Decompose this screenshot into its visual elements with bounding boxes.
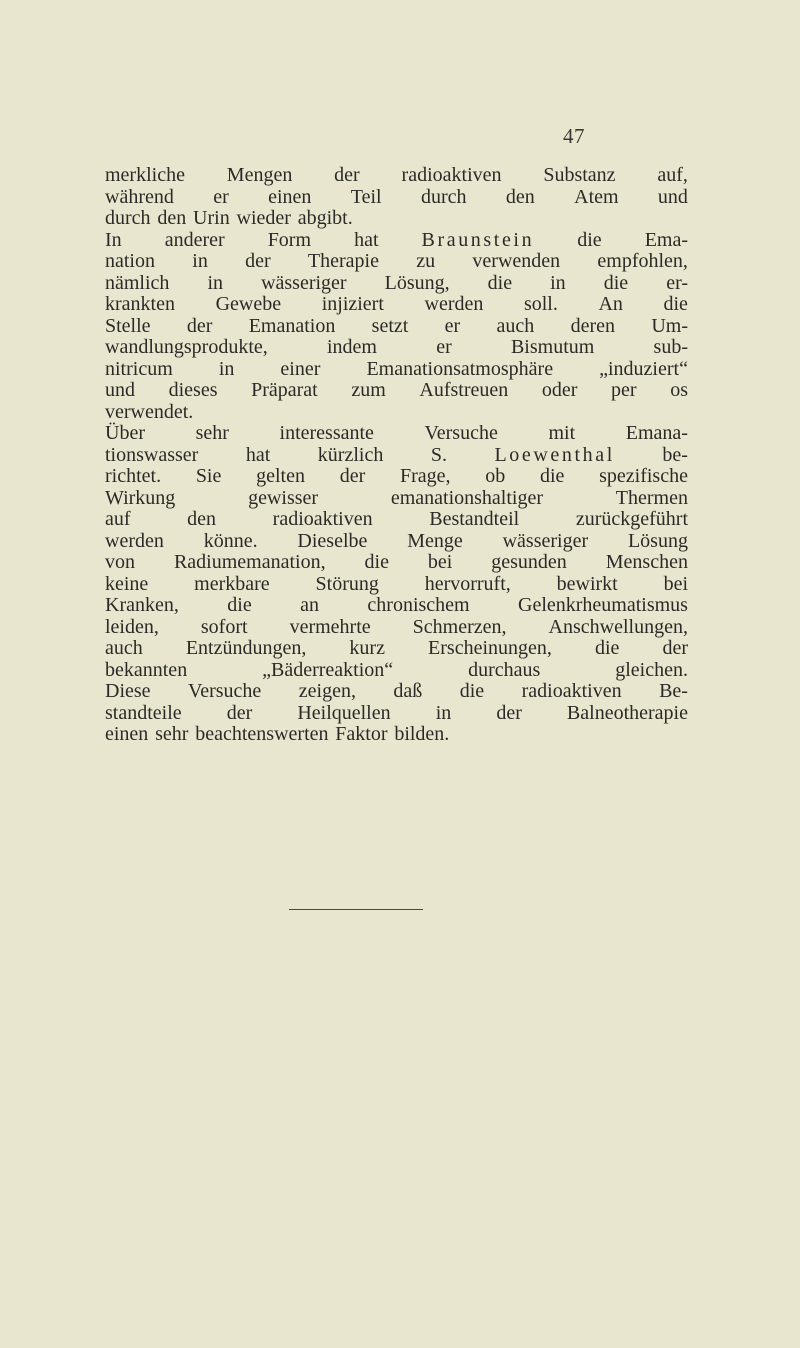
- word: S.: [430, 443, 447, 466]
- word: Menge: [407, 529, 463, 552]
- word: Um-: [651, 314, 688, 337]
- word: Bismutum: [510, 336, 595, 358]
- word: durch: [420, 185, 467, 208]
- word: er: [444, 314, 461, 337]
- text-line: [105, 681, 688, 703]
- word: Braunstein: [421, 228, 535, 251]
- word: anderer: [164, 228, 225, 251]
- word: der: [186, 314, 213, 337]
- word: keine: [105, 572, 149, 595]
- word: in: [218, 357, 235, 380]
- word: während: [105, 185, 174, 208]
- word: krankten: [105, 293, 175, 315]
- word: vermehrte: [289, 615, 371, 638]
- word: die: [487, 271, 513, 294]
- word: oder: [541, 379, 578, 401]
- word: Stelle: [105, 314, 151, 337]
- word: auf,: [657, 164, 688, 186]
- word: radioaktiven: [272, 508, 373, 530]
- word: Über: [105, 422, 145, 444]
- text-line: [105, 509, 688, 531]
- text-line: [105, 595, 688, 617]
- word: Aufstreuen: [419, 379, 509, 401]
- word: indem: [326, 336, 377, 358]
- text-line: [105, 552, 688, 574]
- text-line: [105, 187, 688, 209]
- word: zum: [351, 379, 386, 401]
- word: gewisser: [248, 486, 319, 509]
- word: Kranken,: [105, 594, 179, 616]
- word: die: [594, 637, 620, 659]
- word: verwenden: [472, 250, 561, 272]
- word: werden: [105, 529, 164, 552]
- word: und: [657, 185, 688, 208]
- word: kurz: [349, 637, 385, 659]
- word: hat: [354, 228, 379, 251]
- text-line: [105, 445, 688, 467]
- word: Bestandteil: [429, 508, 520, 530]
- word: in: [435, 701, 452, 724]
- word: der: [662, 637, 688, 659]
- word: „induziert“: [599, 357, 688, 380]
- word: die: [603, 271, 629, 294]
- word: Störung: [315, 572, 379, 595]
- word: sofort: [200, 615, 248, 638]
- word: einen: [268, 185, 312, 208]
- text-line: [105, 208, 688, 230]
- word: abgibt.: [297, 207, 353, 229]
- word: bei: [663, 572, 688, 595]
- word: Lösung,: [384, 271, 450, 294]
- word: Entzündungen,: [185, 637, 307, 659]
- word: zu: [416, 250, 436, 272]
- word: Therapie: [307, 250, 379, 272]
- word: bewirkt: [556, 572, 618, 595]
- word: richtet.: [105, 465, 162, 487]
- word: sehr: [155, 723, 189, 745]
- text-line: [105, 574, 688, 596]
- text-line: [105, 230, 688, 252]
- word: Thermen: [615, 486, 688, 509]
- text-line: [105, 638, 688, 660]
- word: auf: [105, 508, 131, 530]
- word: os: [670, 379, 688, 401]
- word: die: [577, 228, 602, 251]
- word: Erscheinungen,: [428, 637, 552, 659]
- word: Gewebe: [215, 293, 282, 315]
- word: leiden,: [105, 615, 159, 638]
- word: in: [207, 271, 224, 294]
- word: Lösung: [627, 529, 688, 552]
- word: Frage,: [399, 465, 451, 487]
- word: nitricum: [105, 357, 173, 380]
- word: Faktor: [335, 723, 388, 745]
- word: die: [539, 465, 565, 487]
- word: spezifische: [599, 465, 688, 487]
- text-line: [105, 402, 688, 424]
- word: sehr: [195, 422, 229, 444]
- word: Ema-: [644, 228, 688, 251]
- text-line: [105, 724, 688, 746]
- word: zurückgeführt: [575, 508, 688, 530]
- text-line: [105, 617, 688, 639]
- word: durchaus: [468, 658, 541, 681]
- text-line: [105, 273, 688, 295]
- word: empfohlen,: [597, 250, 688, 272]
- word: Emanationsatmosphäre: [366, 357, 554, 380]
- word: durch: [105, 207, 151, 229]
- word: Versuche: [424, 422, 498, 444]
- word: setzt: [371, 314, 409, 337]
- word: beachtenswerten: [195, 723, 329, 745]
- word: kürzlich: [317, 443, 384, 466]
- text-line: [105, 359, 688, 381]
- word: injiziert: [321, 293, 384, 315]
- text-line: [105, 380, 688, 402]
- word: auch: [496, 314, 535, 337]
- word: chronischem: [367, 594, 470, 616]
- word: ob: [485, 465, 506, 487]
- word: radioaktiven: [521, 680, 622, 702]
- word: In: [105, 228, 122, 251]
- word: verwendet.: [105, 400, 194, 423]
- word: Präparat: [251, 379, 318, 401]
- word: der: [245, 250, 271, 272]
- word: Sie: [195, 465, 222, 487]
- word: die: [364, 551, 389, 573]
- text-line: [105, 423, 688, 445]
- text-line: [105, 165, 688, 187]
- word: Wirkung: [105, 486, 176, 509]
- word: könne.: [203, 529, 258, 552]
- word: den: [187, 508, 217, 530]
- text-line: [105, 531, 688, 553]
- word: Substanz: [543, 164, 616, 186]
- word: einen: [105, 723, 149, 745]
- word: nämlich: [105, 271, 170, 294]
- word: bei: [427, 551, 453, 573]
- word: Menschen: [605, 551, 688, 573]
- word: Be-: [659, 680, 688, 702]
- word: deren: [570, 314, 615, 337]
- word: Radiumemanation,: [173, 551, 326, 573]
- word: radioaktiven: [401, 164, 502, 186]
- word: Anschwellungen,: [548, 615, 688, 638]
- text-line: [105, 703, 688, 725]
- text-line: [105, 466, 688, 488]
- word: die: [459, 680, 485, 702]
- word: bekannten: [105, 658, 188, 681]
- word: Versuche: [188, 680, 262, 702]
- word: wässeriger: [261, 271, 347, 294]
- word: die: [663, 293, 688, 315]
- word: merkliche: [105, 164, 185, 186]
- word: wieder: [236, 207, 291, 229]
- text-line: [105, 294, 688, 316]
- word: dieses: [168, 379, 218, 401]
- text-line: [105, 251, 688, 273]
- word: be-: [662, 443, 688, 466]
- word: hat: [245, 443, 271, 466]
- text-line: [105, 488, 688, 510]
- word: der: [226, 701, 253, 724]
- word: Atem: [574, 185, 619, 208]
- word: nation: [105, 250, 155, 272]
- word: per: [611, 379, 637, 401]
- word: er: [213, 185, 229, 208]
- word: Form: [267, 228, 312, 251]
- word: in: [550, 271, 566, 294]
- body-text: [105, 165, 688, 746]
- word: den: [505, 185, 535, 208]
- text-line: [105, 660, 688, 682]
- word: daß: [393, 680, 423, 702]
- word: gesunden: [491, 551, 567, 573]
- text-line: [105, 337, 688, 359]
- word: er: [436, 336, 452, 358]
- word: Dieselbe: [297, 529, 368, 552]
- word: den: [157, 207, 187, 229]
- word: Loewenthal: [494, 443, 615, 466]
- word: tionswasser: [105, 443, 199, 466]
- word: „Bäderreaktion“: [262, 658, 394, 681]
- word: gleichen.: [615, 658, 688, 681]
- word: Emana-: [625, 422, 688, 444]
- word: Balneotherapie: [566, 701, 688, 724]
- word: merkbare: [194, 572, 270, 595]
- word: und: [105, 379, 135, 401]
- word: die: [227, 594, 252, 616]
- word: Mengen: [226, 164, 293, 186]
- word: standteile: [105, 701, 182, 724]
- word: gelten: [256, 465, 305, 487]
- word: Emanation: [248, 314, 336, 337]
- text-line: [105, 316, 688, 338]
- word: Heilquellen: [297, 701, 391, 724]
- word: einer: [280, 357, 321, 380]
- word: von: [105, 551, 135, 573]
- word: werden: [424, 293, 484, 315]
- word: Teil: [350, 185, 382, 208]
- word: wässeriger: [502, 529, 589, 552]
- word: mit: [548, 422, 576, 444]
- word: Gelenkrheumatismus: [518, 594, 688, 616]
- word: an: [300, 594, 319, 616]
- end-rule: [289, 909, 423, 910]
- word: hervorruft,: [424, 572, 511, 595]
- word: Schmerzen,: [412, 615, 507, 638]
- word: Urin: [193, 207, 230, 229]
- word: auch: [105, 637, 143, 659]
- word: in: [192, 250, 208, 272]
- word: der: [339, 465, 366, 487]
- word: der: [496, 701, 522, 724]
- word: wandlungsprodukte,: [105, 336, 268, 358]
- word: soll.: [523, 293, 558, 315]
- word: zeigen,: [298, 680, 356, 702]
- word: bilden.: [394, 723, 450, 745]
- word: sub-: [653, 336, 688, 358]
- word: der: [334, 164, 360, 186]
- word: emanationshaltiger: [390, 486, 544, 509]
- word: An: [598, 293, 623, 315]
- word: interessante: [279, 422, 374, 444]
- page-number: 47: [563, 124, 585, 148]
- word: er-: [666, 271, 688, 294]
- word: Diese: [105, 680, 151, 702]
